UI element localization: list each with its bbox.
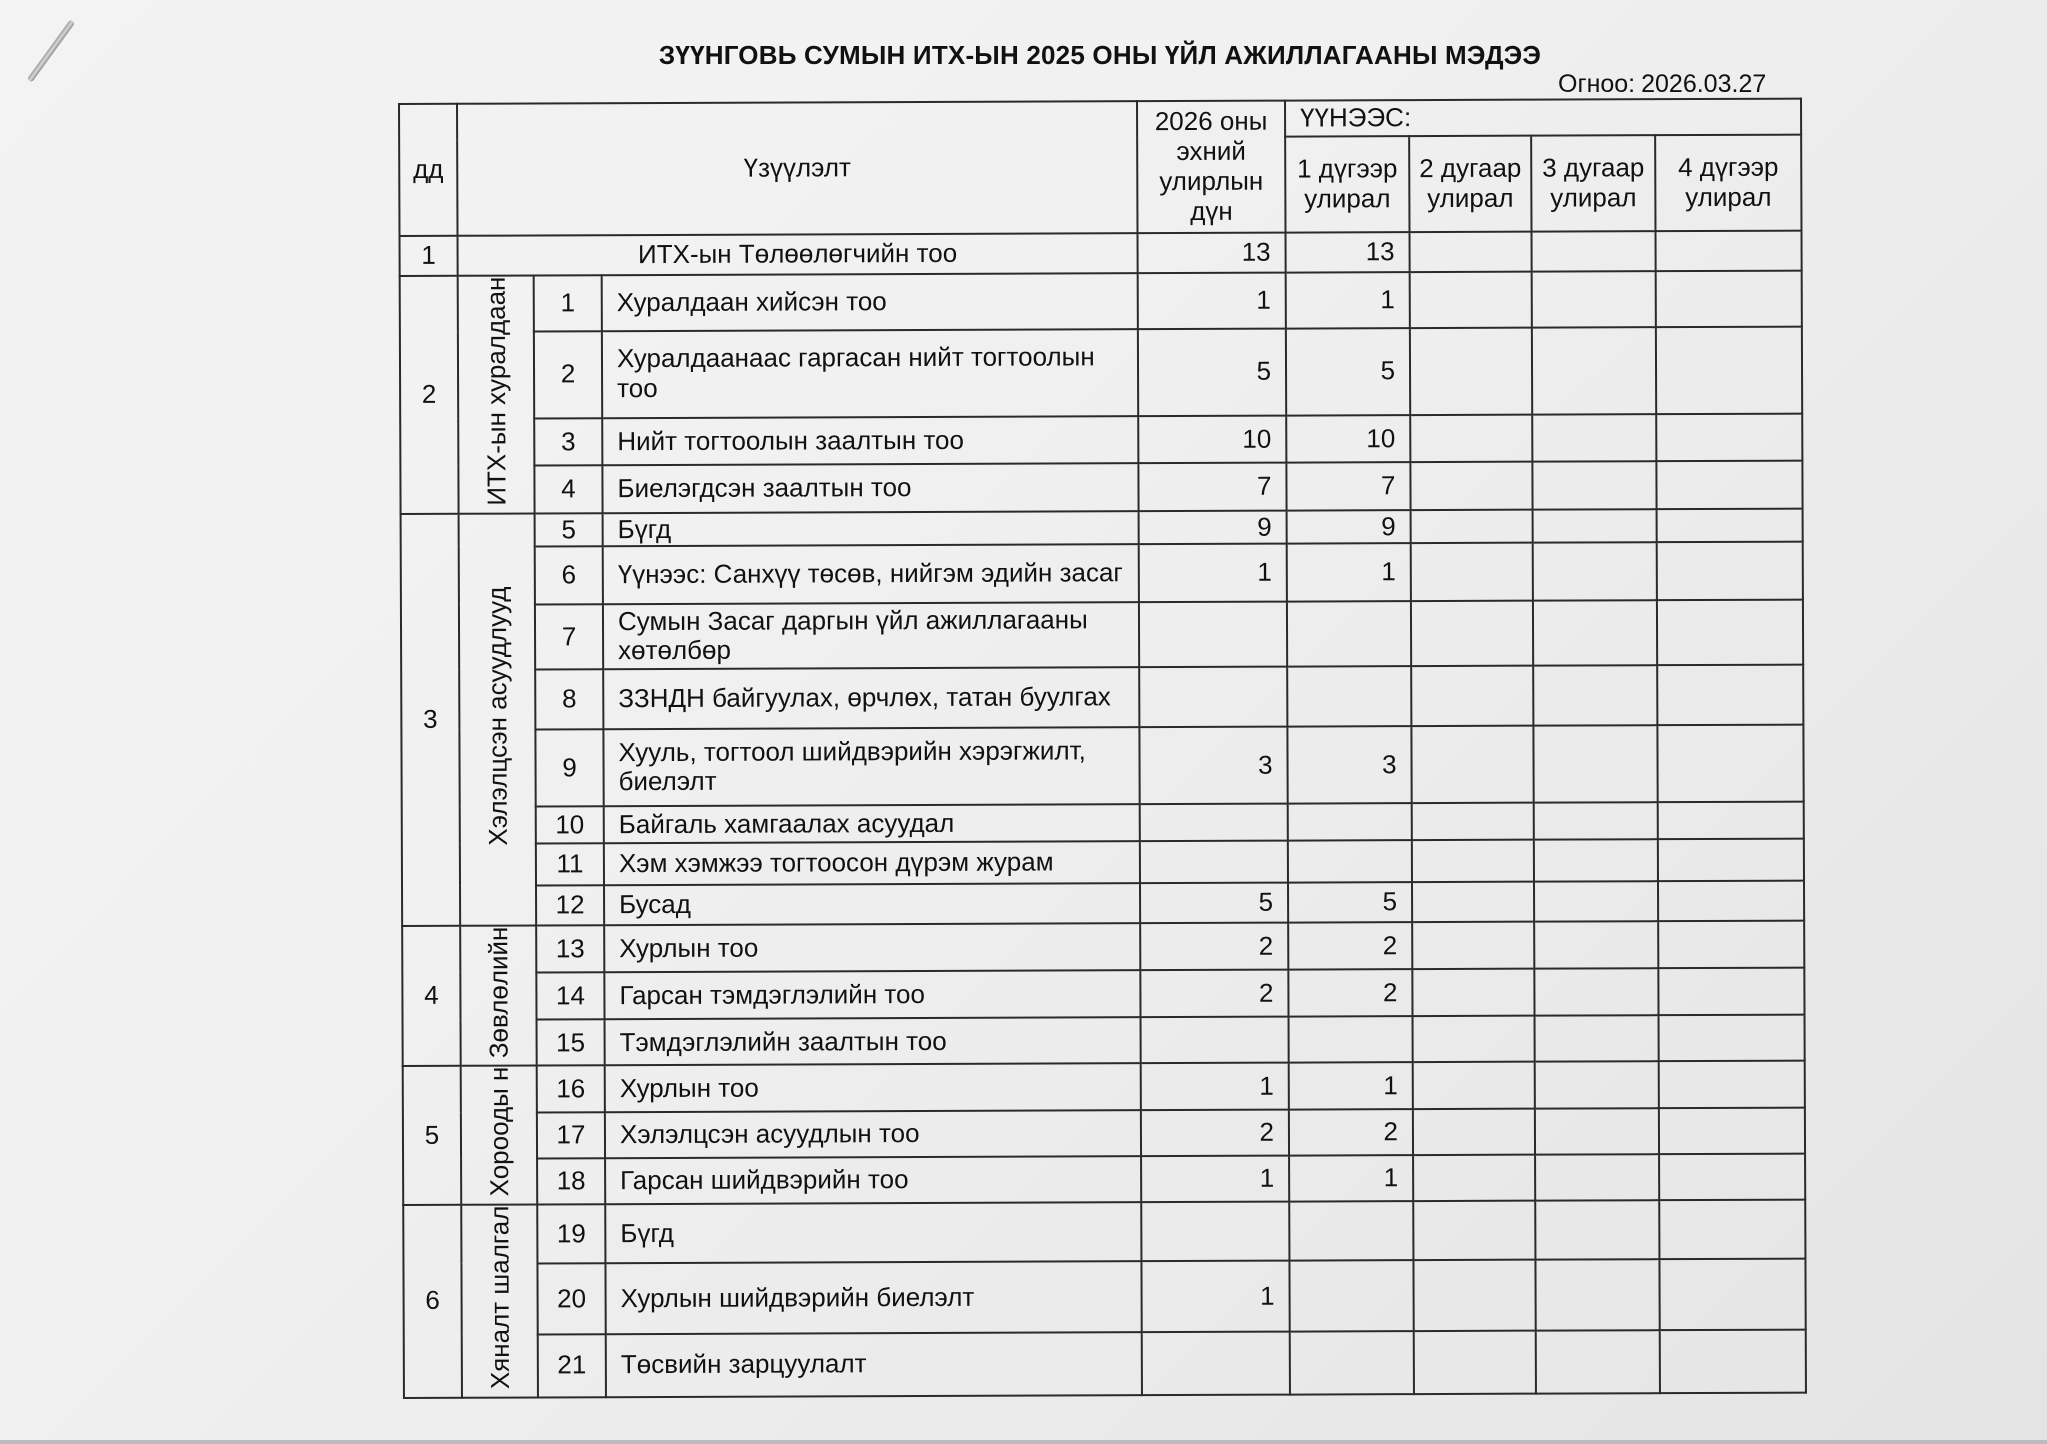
row-label: Байгаль хамгаалах асуудал (604, 804, 1140, 843)
row-q3 (1532, 231, 1656, 271)
row-total (1139, 667, 1287, 728)
header-q2: 2 дугаар улирал (1409, 136, 1531, 232)
row-q3 (1532, 327, 1656, 414)
row-q2 (1413, 1016, 1535, 1062)
group-dd: 4 (402, 926, 461, 1067)
row-number: 20 (537, 1264, 605, 1335)
header-q3: 3 дугаар улирал (1531, 135, 1655, 231)
row-q3 (1534, 802, 1658, 839)
row-q4 (1656, 327, 1802, 414)
row-q1 (1289, 1201, 1413, 1261)
group-label-inspection (461, 1205, 538, 1398)
table-row (400, 271, 1802, 332)
group-dd: 5 (403, 1066, 462, 1205)
row-q4 (1659, 1154, 1805, 1201)
row-q4 (1656, 461, 1802, 509)
group-label-text: Хяналт шалгал (483, 1205, 515, 1390)
row-q2 (1410, 462, 1532, 510)
row-total: 1 (1139, 544, 1287, 603)
row-number: 10 (536, 806, 604, 843)
row-number: 21 (538, 1334, 606, 1397)
table-row (401, 509, 1803, 547)
row-q3 (1532, 271, 1656, 327)
table-row (401, 542, 1803, 605)
row-total: 2 (1141, 1109, 1289, 1156)
row-q1: 2 (1288, 969, 1412, 1017)
table-row (400, 461, 1802, 514)
date-label: Огноо: (1558, 70, 1636, 98)
row-number: 14 (536, 972, 604, 1020)
row-q1: 7 (1286, 462, 1410, 510)
row-q3 (1535, 1062, 1659, 1109)
row-label: Хэлэлцсэн асуудлын тоо (605, 1110, 1141, 1158)
row-q1 (1290, 1331, 1414, 1394)
row-q3 (1533, 665, 1657, 725)
row-q1 (1289, 1017, 1413, 1063)
row-q4 (1658, 802, 1804, 840)
row-total (1139, 602, 1287, 668)
row-q3 (1535, 1260, 1659, 1331)
row-total (1140, 804, 1288, 842)
group-label-council-sessions (458, 275, 535, 513)
row-q2 (1411, 726, 1533, 803)
table-row (402, 802, 1804, 844)
row-q1: 1 (1289, 1155, 1413, 1202)
row-number: 3 (534, 418, 602, 466)
group-label-text: Зөвлөлийн (482, 926, 514, 1059)
row-label: Үүнээс: Санхүү төсөв, нийгэм эдийн засаг (603, 544, 1139, 604)
row-q2 (1411, 666, 1533, 726)
row-q3 (1535, 1016, 1659, 1062)
table-row (404, 1329, 1806, 1397)
row-q3 (1536, 1330, 1660, 1393)
row-total: 1 (1141, 1261, 1289, 1332)
header-row (399, 99, 1801, 140)
table-row (403, 1259, 1805, 1335)
row-q3 (1532, 414, 1656, 462)
row-q4 (1659, 1200, 1805, 1260)
row-number: 17 (537, 1112, 605, 1158)
row-q2 (1413, 1062, 1535, 1109)
row-q4 (1658, 968, 1804, 1016)
row-number: 2 (534, 331, 602, 418)
row-number: 4 (534, 466, 602, 514)
row-q1: 1 (1287, 543, 1411, 601)
row-q4 (1658, 881, 1804, 922)
row-q3 (1533, 509, 1657, 542)
row-total: 2 (1140, 970, 1288, 1018)
row-q3 (1533, 600, 1657, 665)
row-label: Бүгд (605, 1202, 1141, 1263)
row-q4 (1658, 921, 1804, 969)
row-q2 (1412, 969, 1534, 1017)
row-number: 13 (536, 925, 604, 973)
header-dd: дд (399, 104, 458, 236)
table-row (401, 600, 1803, 670)
row-total: 5 (1140, 883, 1288, 924)
row-total (1142, 1331, 1290, 1395)
row-q4 (1656, 271, 1802, 328)
row-q4 (1659, 1259, 1805, 1330)
row-q2 (1413, 1155, 1535, 1202)
row-q3 (1532, 462, 1656, 510)
row-number: 19 (537, 1204, 605, 1263)
row-q4 (1657, 542, 1803, 601)
row-label: Гарсан шийдвэрийн тоо (605, 1156, 1141, 1204)
row-total: 5 (1138, 329, 1286, 416)
row-total: 2 (1140, 923, 1288, 971)
row-label: Хуралдаан хийсэн тоо (602, 273, 1138, 331)
row-q4 (1656, 231, 1802, 272)
row-q3 (1534, 839, 1658, 881)
table-row (400, 231, 1802, 276)
table-row (401, 665, 1803, 730)
row-q3 (1534, 881, 1658, 921)
table-row (402, 968, 1804, 1021)
row-number: 11 (536, 843, 604, 885)
table-row (402, 921, 1804, 974)
row-label: Хурлын шийдвэрийн биелэлт (605, 1261, 1141, 1333)
row-q2 (1414, 1330, 1536, 1393)
row-label: Биелэгдсэн заалтын тоо (602, 464, 1138, 514)
table-row (400, 327, 1802, 419)
row-q1: 9 (1287, 510, 1411, 543)
row-q2 (1413, 1260, 1535, 1331)
row-q3 (1535, 1200, 1659, 1260)
row-q2 (1411, 510, 1533, 543)
group-dd: 2 (400, 276, 459, 514)
row-label: Хурлын тоо (604, 923, 1140, 972)
table-row (403, 1200, 1805, 1265)
row-number: 8 (535, 669, 603, 729)
header-q1: 1 дүгээр улирал (1285, 136, 1409, 232)
header-indicator: Үзүүлэлт (457, 101, 1138, 236)
row-q3 (1534, 921, 1658, 969)
row-total: 3 (1139, 727, 1287, 805)
row-q4 (1659, 1015, 1805, 1062)
row-label: ЗЗНДН байгуулах, өрчлөх, татан буулгах (603, 667, 1139, 729)
table-row (402, 881, 1804, 926)
table-row (400, 413, 1802, 466)
row-number: 7 (535, 604, 603, 669)
row-q1: 1 (1289, 1063, 1413, 1110)
row-label: Хурлын тоо (605, 1064, 1141, 1112)
row-number: 15 (537, 1020, 605, 1066)
row-total (1141, 1017, 1289, 1064)
row-q2 (1412, 803, 1534, 840)
row-label: Хууль, тогтоол шийдвэрийн хэрэгжилт, биелэлт (603, 727, 1139, 806)
row-q3 (1534, 968, 1658, 1016)
row-label: Тэмдэглэлийн заалтын тоо (605, 1018, 1141, 1066)
row-q1 (1287, 601, 1411, 666)
row-q3 (1533, 725, 1657, 802)
group-label-advisory-board (460, 925, 537, 1066)
row-label: Нийт тогтоолын заалтын тоо (602, 416, 1138, 466)
row-q4 (1659, 1061, 1805, 1108)
row-total (1141, 1202, 1289, 1262)
row-q2 (1410, 232, 1532, 272)
row-q1 (1288, 840, 1412, 882)
row-q1 (1289, 1260, 1413, 1331)
row-label: Бусад (604, 883, 1140, 925)
document-title: ЗҮҮНГОВЬ СУМЫН ИТХ-ЫН 2025 ОНЫ ҮЙЛ АЖИЛЛАГААНЫ МЭДЭЭ (658, 40, 1542, 70)
row-label: Хуралдаанаас гаргасан нийт тогтоолын тоо (602, 329, 1138, 418)
row-q4 (1657, 600, 1803, 666)
row-q1: 10 (1286, 415, 1410, 463)
row-label: Сумын Засаг даргын үйл ажиллагааны хөтөлбөр (603, 602, 1139, 669)
group-dd: 6 (403, 1205, 462, 1398)
table-row (401, 725, 1803, 807)
row-q1: 3 (1287, 726, 1411, 803)
row-q2 (1410, 328, 1532, 415)
row-q3 (1535, 1108, 1659, 1155)
row-q2 (1411, 543, 1533, 601)
row-label: ИТХ-ын Төлөөлөгчийн тоо (458, 233, 1138, 276)
group-label-text: Хорооды н (483, 1067, 514, 1197)
table-row (403, 1061, 1805, 1113)
row-q2 (1413, 1201, 1535, 1261)
report-table (398, 98, 1807, 1399)
header-of-which: ҮҮНЭЭС: (1285, 99, 1801, 137)
row-q1: 5 (1286, 328, 1410, 415)
row-q4 (1658, 839, 1804, 882)
row-total: 7 (1138, 463, 1286, 511)
table-row (403, 1154, 1805, 1206)
row-q1: 13 (1286, 232, 1410, 272)
row-total: 1 (1141, 1063, 1289, 1110)
row-q2 (1412, 840, 1534, 882)
row-q2 (1413, 1108, 1535, 1155)
group-label-text: ИТХ-ын хуралдаан (480, 276, 512, 506)
row-number: 18 (537, 1158, 605, 1204)
group-label-discussed-issues (459, 513, 537, 925)
group-label-text: Хэлэлцсэн асуудлууд (481, 586, 513, 846)
row-total: 1 (1138, 273, 1286, 330)
row-q3 (1535, 1154, 1659, 1201)
row-q2 (1412, 922, 1534, 970)
row-label: Гарсан тэмдэглэлийн тоо (604, 970, 1140, 1019)
row-label: Хэм хэмжээ тогтоосон дүрэм журам (604, 841, 1140, 885)
row-total: 9 (1139, 511, 1287, 545)
document-date (1552, 70, 1766, 99)
row-total: 10 (1138, 415, 1286, 463)
row-q4 (1660, 1329, 1806, 1392)
row-q1 (1287, 666, 1411, 726)
row-q3 (1533, 542, 1657, 600)
group-label-committees (461, 1066, 538, 1205)
row-number: 16 (537, 1066, 605, 1112)
row-label: Төсвийн зарцуулалт (606, 1332, 1142, 1397)
row-total: 13 (1138, 233, 1286, 274)
table-row (402, 839, 1804, 886)
row-number: 5 (535, 513, 603, 546)
row-q2 (1411, 601, 1533, 666)
row-q4 (1657, 509, 1803, 543)
group-dd: 3 (401, 514, 461, 926)
row-q1: 2 (1289, 1109, 1413, 1156)
row-number: 12 (536, 885, 604, 925)
table-row (403, 1015, 1805, 1066)
row-total (1140, 841, 1288, 884)
row-label: Бүгд (603, 511, 1139, 546)
report-table-body (399, 99, 1806, 1398)
row-q4 (1656, 413, 1802, 461)
row-q4 (1659, 1107, 1805, 1154)
row-dd: 1 (400, 236, 458, 276)
row-q4 (1657, 665, 1803, 726)
row-q1: 5 (1288, 882, 1412, 922)
row-number: 1 (534, 275, 602, 331)
row-q2 (1410, 272, 1532, 328)
row-q1: 2 (1288, 922, 1412, 970)
header-first-half: 2026 оны эхний улирлын дүн (1137, 101, 1286, 234)
row-q2 (1412, 882, 1534, 922)
row-q1 (1288, 803, 1412, 840)
header-q4: 4 дүгээр улирал (1655, 135, 1801, 232)
row-q4 (1657, 725, 1803, 803)
table-row (403, 1107, 1805, 1159)
row-number: 6 (535, 546, 603, 604)
row-q1: 1 (1286, 272, 1410, 328)
row-number: 9 (535, 729, 603, 806)
row-q2 (1410, 414, 1532, 462)
date-value: 2026.03.27 (1641, 70, 1767, 98)
row-total: 1 (1141, 1155, 1289, 1202)
